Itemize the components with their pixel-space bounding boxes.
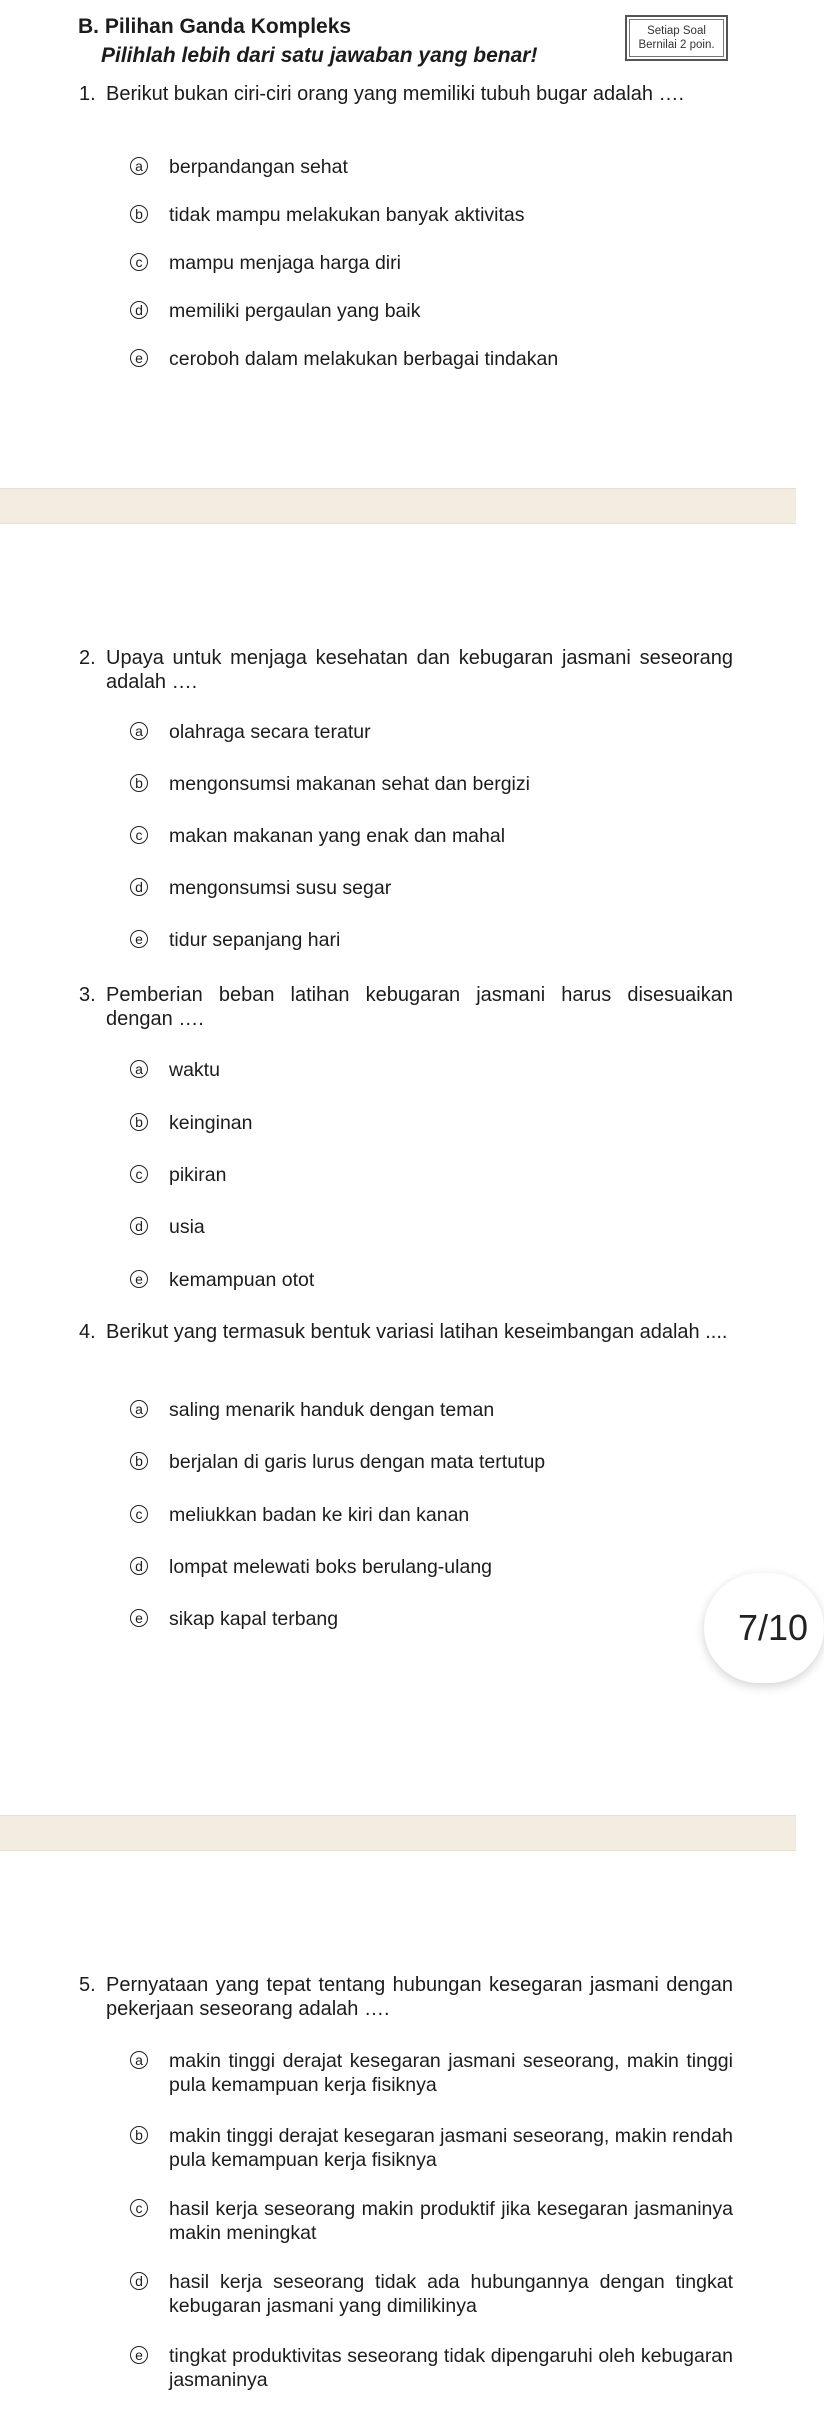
question-text: Pemberian beban latihan kebugaran jasmani harus disesuaikan dengan …. bbox=[106, 984, 733, 1030]
option-text: makin tinggi derajat kesegaran jasmani seseorang, makin tinggi pula kemampuan kerja fisiknya bbox=[169, 2050, 733, 2096]
option-4c[interactable] bbox=[130, 1503, 733, 1527]
option-text: pikiran bbox=[169, 1164, 227, 1186]
option-letter: b bbox=[130, 1452, 148, 1470]
section-instruction: Pilihlah lebih dari satu jawaban yang benar! bbox=[101, 44, 538, 67]
option-5e[interactable] bbox=[130, 2344, 733, 2392]
option-letter: a bbox=[130, 722, 148, 740]
question-number: 2. bbox=[79, 647, 96, 669]
option-4a[interactable] bbox=[130, 1398, 733, 1422]
points-badge-line2: Bernilai 2 poin. bbox=[638, 39, 715, 51]
question-1 bbox=[79, 82, 733, 106]
option-1a[interactable] bbox=[130, 155, 733, 179]
option-5c[interactable] bbox=[130, 2197, 733, 2245]
page-indicator[interactable]: 7/10 bbox=[704, 1573, 824, 1683]
option-letter: e bbox=[130, 349, 148, 367]
option-text: saling menarik handuk dengan teman bbox=[169, 1399, 495, 1421]
option-4b[interactable] bbox=[130, 1450, 733, 1474]
option-3c[interactable] bbox=[130, 1163, 733, 1187]
option-text: hasil kerja seseorang makin produktif jika kesegaran jasmaninya makin meningkat bbox=[169, 2198, 733, 2244]
option-4e[interactable] bbox=[130, 1607, 733, 1631]
option-text: memiliki pergaulan yang baik bbox=[169, 300, 421, 322]
option-letter: a bbox=[130, 1400, 148, 1418]
question-2 bbox=[79, 646, 733, 694]
option-letter: b bbox=[130, 2126, 148, 2144]
option-5a[interactable] bbox=[130, 2049, 733, 2097]
option-letter: e bbox=[130, 1609, 148, 1627]
option-letter: c bbox=[130, 253, 148, 271]
option-text: berjalan di garis lurus dengan mata tertutup bbox=[169, 1451, 546, 1473]
option-1c[interactable] bbox=[130, 251, 733, 275]
option-text: lompat melewati boks berulang-ulang bbox=[169, 1556, 493, 1578]
points-badge bbox=[625, 15, 728, 61]
option-letter: e bbox=[130, 2346, 148, 2364]
option-3a[interactable] bbox=[130, 1058, 733, 1082]
option-3d[interactable] bbox=[130, 1215, 733, 1239]
option-3e[interactable] bbox=[130, 1268, 733, 1292]
option-2b[interactable] bbox=[130, 772, 733, 796]
option-letter: c bbox=[130, 2199, 148, 2217]
option-letter: d bbox=[130, 2272, 148, 2290]
option-text: usia bbox=[169, 1216, 205, 1238]
question-number: 3. bbox=[79, 984, 96, 1006]
option-text: tidur sepanjang hari bbox=[169, 929, 341, 951]
option-text: keinginan bbox=[169, 1112, 253, 1134]
question-text: Pernyataan yang tepat tentang hubungan kesegaran jasmani dengan pekerjaan seseorang adalah …. bbox=[106, 1974, 733, 2020]
option-letter: b bbox=[130, 1113, 148, 1131]
question-3 bbox=[79, 983, 733, 1031]
question-text: Berikut yang termasuk bentuk variasi latihan keseimbangan adalah .... bbox=[106, 1321, 728, 1343]
option-text: berpandangan sehat bbox=[169, 156, 348, 178]
option-letter: c bbox=[130, 1165, 148, 1183]
option-letter: e bbox=[130, 930, 148, 948]
question-text: Upaya untuk menjaga kesehatan dan kebugaran jasmani seseorang adalah …. bbox=[106, 647, 733, 693]
option-text: tidak mampu melakukan banyak aktivitas bbox=[169, 204, 525, 226]
option-text: makan makanan yang enak dan mahal bbox=[169, 825, 506, 847]
option-letter: d bbox=[130, 1217, 148, 1235]
option-text: mengonsumsi makanan sehat dan bergizi bbox=[169, 773, 530, 795]
option-letter: c bbox=[130, 826, 148, 844]
option-text: tingkat produktivitas seseorang tidak dipengaruhi oleh kebugaran jasmaninya bbox=[169, 2345, 733, 2391]
option-letter: e bbox=[130, 1270, 148, 1288]
option-letter: c bbox=[130, 1505, 148, 1523]
option-letter: d bbox=[130, 301, 148, 319]
question-number: 5. bbox=[79, 1974, 96, 1996]
option-2e[interactable] bbox=[130, 928, 733, 952]
option-text: kemampuan otot bbox=[169, 1269, 315, 1291]
points-badge-line1: Setiap Soal bbox=[647, 25, 706, 37]
option-2a[interactable] bbox=[130, 720, 733, 744]
option-1d[interactable] bbox=[130, 299, 733, 323]
option-text: hasil kerja seseorang tidak ada hubungannya dengan tingkat kebugaran jasmani yang dimilikinya bbox=[169, 2271, 733, 2317]
option-letter: a bbox=[130, 2051, 148, 2069]
option-3b[interactable] bbox=[130, 1111, 733, 1135]
option-1b[interactable] bbox=[130, 203, 733, 227]
question-number: 1. bbox=[79, 83, 96, 105]
option-letter: a bbox=[130, 157, 148, 175]
option-1e[interactable] bbox=[130, 347, 733, 371]
option-text: ceroboh dalam melakukan berbagai tindakan bbox=[169, 348, 559, 370]
option-text: sikap kapal terbang bbox=[169, 1608, 339, 1630]
option-letter: a bbox=[130, 1060, 148, 1078]
option-5d[interactable] bbox=[130, 2270, 733, 2318]
option-text: mampu menjaga harga diri bbox=[169, 252, 401, 274]
option-letter: d bbox=[130, 878, 148, 896]
question-text: Berikut bukan ciri-ciri orang yang memiliki tubuh bugar adalah …. bbox=[106, 83, 685, 105]
option-letter: b bbox=[130, 774, 148, 792]
option-5b[interactable] bbox=[130, 2124, 733, 2172]
option-letter: d bbox=[130, 1557, 148, 1575]
option-letter: b bbox=[130, 205, 148, 223]
question-5 bbox=[79, 1973, 733, 2021]
option-text: olahraga secara teratur bbox=[169, 721, 371, 743]
option-text: waktu bbox=[169, 1059, 220, 1081]
option-text: makin tinggi derajat kesegaran jasmani seseorang, makin rendah pula kemampuan kerja fisiknya bbox=[169, 2125, 733, 2171]
option-4d[interactable] bbox=[130, 1555, 733, 1579]
option-2d[interactable] bbox=[130, 876, 733, 900]
option-2c[interactable] bbox=[130, 824, 733, 848]
page-divider bbox=[0, 1815, 796, 1851]
section-title: B. Pilihan Ganda Kompleks bbox=[78, 15, 352, 38]
option-text: mengonsumsi susu segar bbox=[169, 877, 392, 899]
option-text: meliukkan badan ke kiri dan kanan bbox=[169, 1504, 470, 1526]
page-divider bbox=[0, 488, 796, 524]
question-number: 4. bbox=[79, 1321, 96, 1343]
question-4 bbox=[79, 1320, 733, 1344]
